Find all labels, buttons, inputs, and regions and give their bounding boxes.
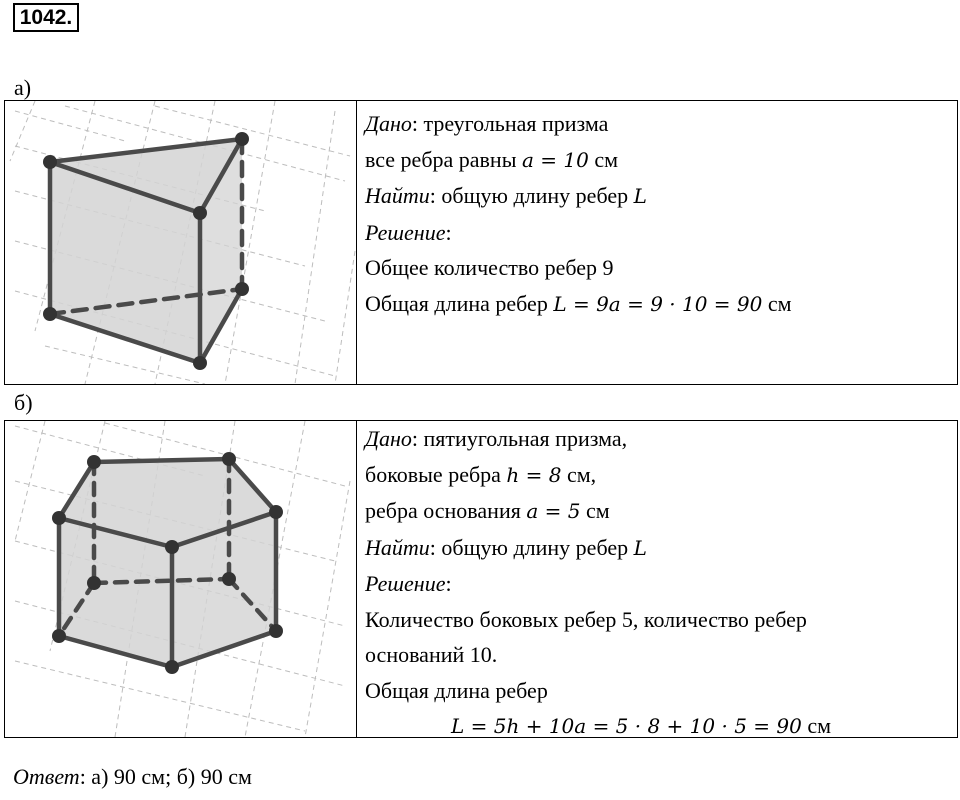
triangular-prism-figure xyxy=(5,101,357,384)
answer xyxy=(13,764,252,790)
part-b-label: б) xyxy=(14,390,33,415)
answer-label: Ответ xyxy=(13,764,80,789)
part-a-solution: Дано: треугольная призма все ребра равны a = 10 см Найти: общую длину ребер L Решение: Общее количество ребер 9 Общая длина ребер L = 9a = 9 · 10 = 90 см xyxy=(365,111,792,316)
problem-number: 1042. xyxy=(13,3,79,32)
part-a-label: а) xyxy=(14,75,32,100)
part-b-panel xyxy=(4,420,958,738)
triangular-prism-drawing xyxy=(5,101,357,384)
part-a-panel xyxy=(4,100,958,385)
part-b-solution: Дано: пятиугольная призма, боковые ребра h = 8 см, ребра основания a = 5 см Найти: общую длину ребер L Решение: Количество боковых ребер 5, количество ребер оснований 10. Общая длина ребер L = 5h + 10a = 5 · 8 + 10 · 5 = 90 см xyxy=(365,426,832,738)
pentagonal-prism-drawing xyxy=(5,421,357,737)
answer-text: : а) 90 см; б) 90 см xyxy=(79,764,252,789)
pentagonal-prism-figure xyxy=(5,421,357,737)
